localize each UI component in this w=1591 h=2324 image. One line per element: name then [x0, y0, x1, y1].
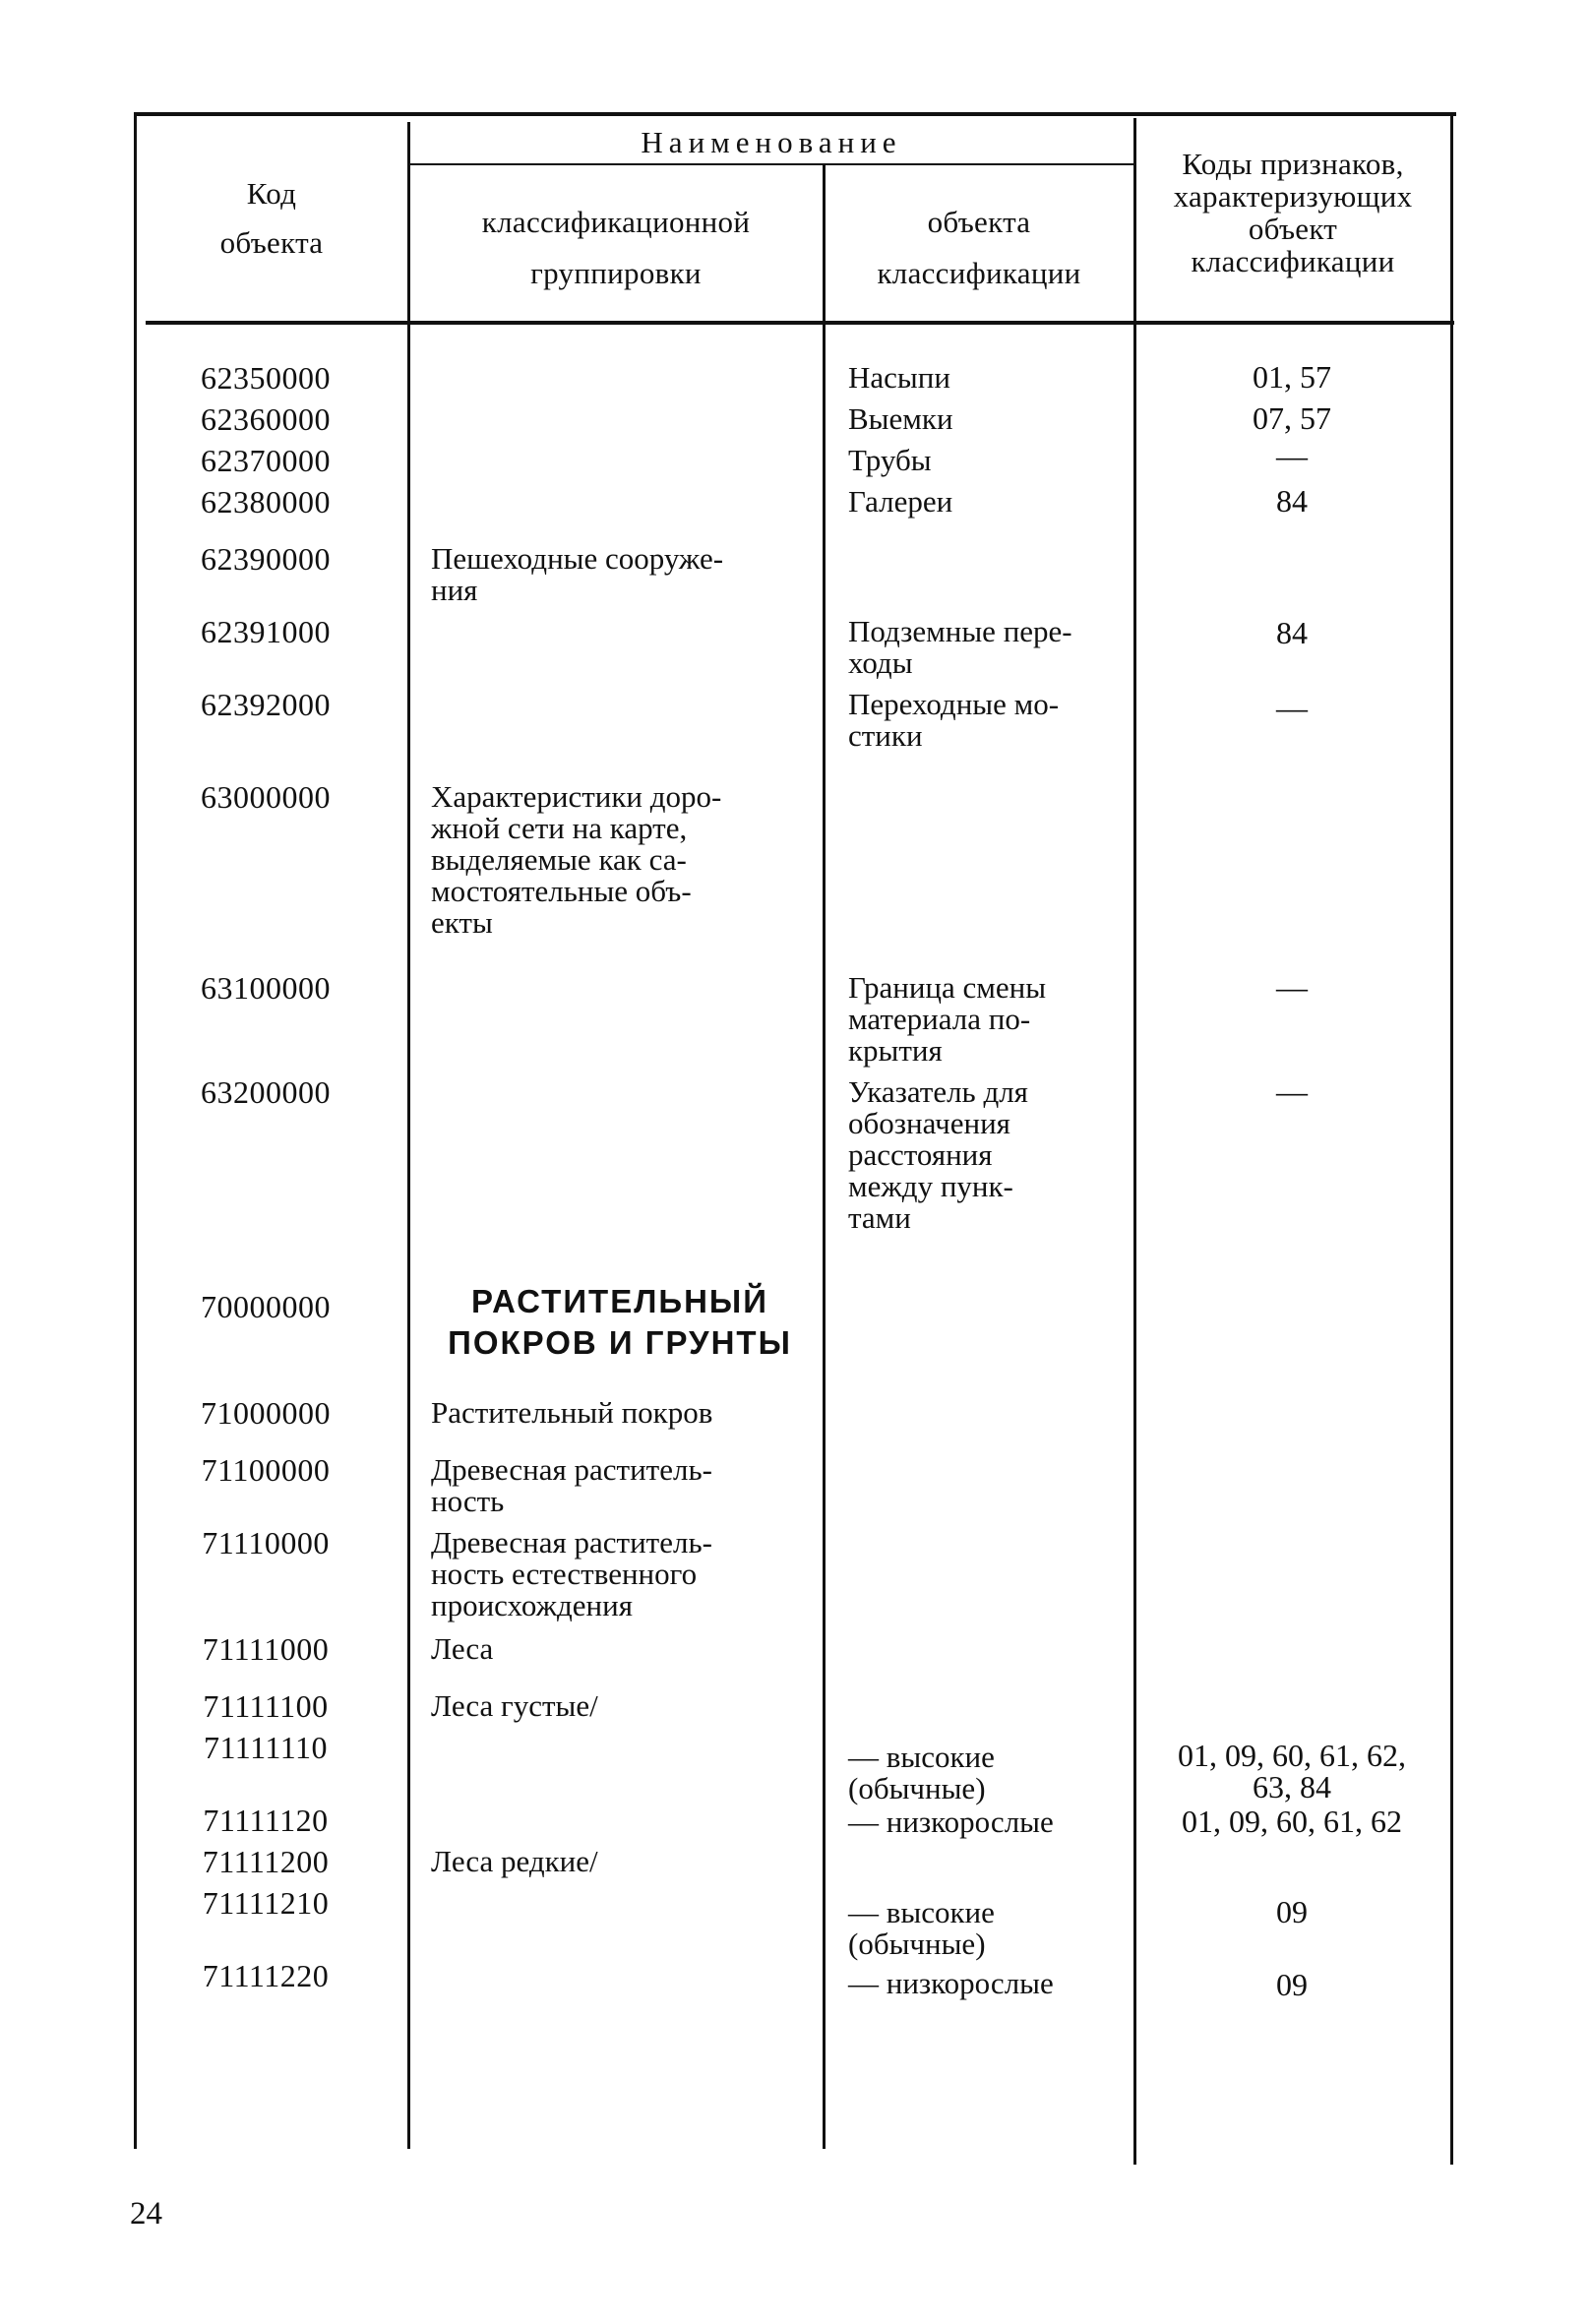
header-features: Коды признаков, характеризующих объект классификации [1173, 147, 1413, 278]
header-object: объекта классификации [877, 205, 1081, 290]
row-code: 71100000 [201, 1452, 331, 1488]
row-object: Граница смены материала по- крытия [848, 970, 1047, 1068]
row-group: Древесная раститель- ность естественного происхождения [431, 1525, 712, 1622]
row-code: 71111200 [202, 1844, 330, 1879]
row-object: — высокие (обычные) [848, 1895, 995, 1961]
row-code: 62370000 [201, 443, 331, 478]
row-features: 84 [1276, 615, 1308, 650]
name-subheader-rule [407, 163, 1133, 165]
row-code: 62392000 [201, 687, 331, 722]
header-group: классификационной группировки [481, 205, 751, 290]
row-group: Растительный покров [431, 1395, 713, 1430]
row-object: Переходные мо- стики [848, 687, 1060, 753]
row-group: Леса редкие/ [431, 1844, 598, 1878]
row-features: — [1276, 438, 1308, 473]
row-code: 63100000 [201, 970, 331, 1006]
header-bottom-rule [146, 321, 1454, 325]
row-group: Пешеходные сооруже- ния [431, 541, 724, 607]
row-code: 71111100 [203, 1688, 329, 1724]
row-features: — [1276, 690, 1308, 725]
row-code: 71111000 [202, 1631, 330, 1667]
row-object: Подземные пере- ходы [848, 614, 1072, 680]
row-code: 63200000 [201, 1074, 331, 1110]
row-features: 01, 09, 60, 61, 62 [1182, 1804, 1402, 1839]
page-number: 24 [130, 2196, 162, 2232]
row-code: 62390000 [201, 541, 331, 577]
row-features: 09 [1276, 1967, 1308, 2002]
row-features: 09 [1276, 1894, 1308, 1929]
row-features: — [1276, 969, 1308, 1005]
row-group: Леса густые/ [431, 1688, 598, 1723]
row-object: — высокие (обычные) [848, 1740, 995, 1805]
col-divider-1 [407, 122, 410, 2149]
row-features: — [1276, 1073, 1308, 1109]
row-object: — низкорослые [848, 1804, 1054, 1839]
row-object: Указатель для обозначения расстояния между пунк- тами [848, 1074, 1028, 1235]
row-group: Леса [431, 1631, 494, 1666]
row-code: 71000000 [201, 1395, 331, 1431]
row-object: Выемки [848, 401, 953, 436]
table-top-rule [134, 112, 1456, 116]
row-features: 84 [1276, 483, 1308, 519]
row-code: 71111220 [202, 1958, 330, 1993]
row-code: 71111120 [203, 1803, 329, 1838]
row-object: — низкорослые [848, 1966, 1054, 2000]
row-features: 01, 09, 60, 61, 62, 63, 84 [1178, 1738, 1406, 1804]
row-features: 07, 57 [1253, 400, 1331, 436]
row-code: 71111110 [203, 1730, 329, 1765]
row-object: Насыпи [848, 360, 950, 395]
left-border [134, 112, 137, 2149]
row-code: 63000000 [201, 779, 331, 815]
row-code: 62380000 [201, 484, 331, 520]
col-divider-3 [1133, 118, 1136, 2165]
right-border [1450, 112, 1453, 2165]
col-divider-2 [823, 163, 826, 2149]
row-code: 70000000 [201, 1289, 331, 1324]
row-group-section-title: РАСТИТЕЛЬНЫЙ ПОКРОВ И ГРУНТЫ [448, 1283, 792, 1361]
header-code-object: Код объекта [219, 176, 324, 260]
row-object: Трубы [848, 443, 932, 477]
row-features: 01, 57 [1253, 359, 1331, 395]
row-group: Характеристики доро- жной сети на карте, выделяемые как са- мостоятельные объ- екты [431, 779, 722, 940]
header-name: Наименование [641, 125, 902, 159]
row-object: Галереи [848, 484, 953, 519]
row-code: 62391000 [201, 614, 331, 649]
row-code: 71111210 [202, 1885, 330, 1921]
row-code: 71110000 [202, 1525, 330, 1560]
row-code: 62350000 [201, 360, 331, 396]
row-group: Древесная раститель- ность [431, 1452, 712, 1518]
row-code: 62360000 [201, 401, 331, 437]
